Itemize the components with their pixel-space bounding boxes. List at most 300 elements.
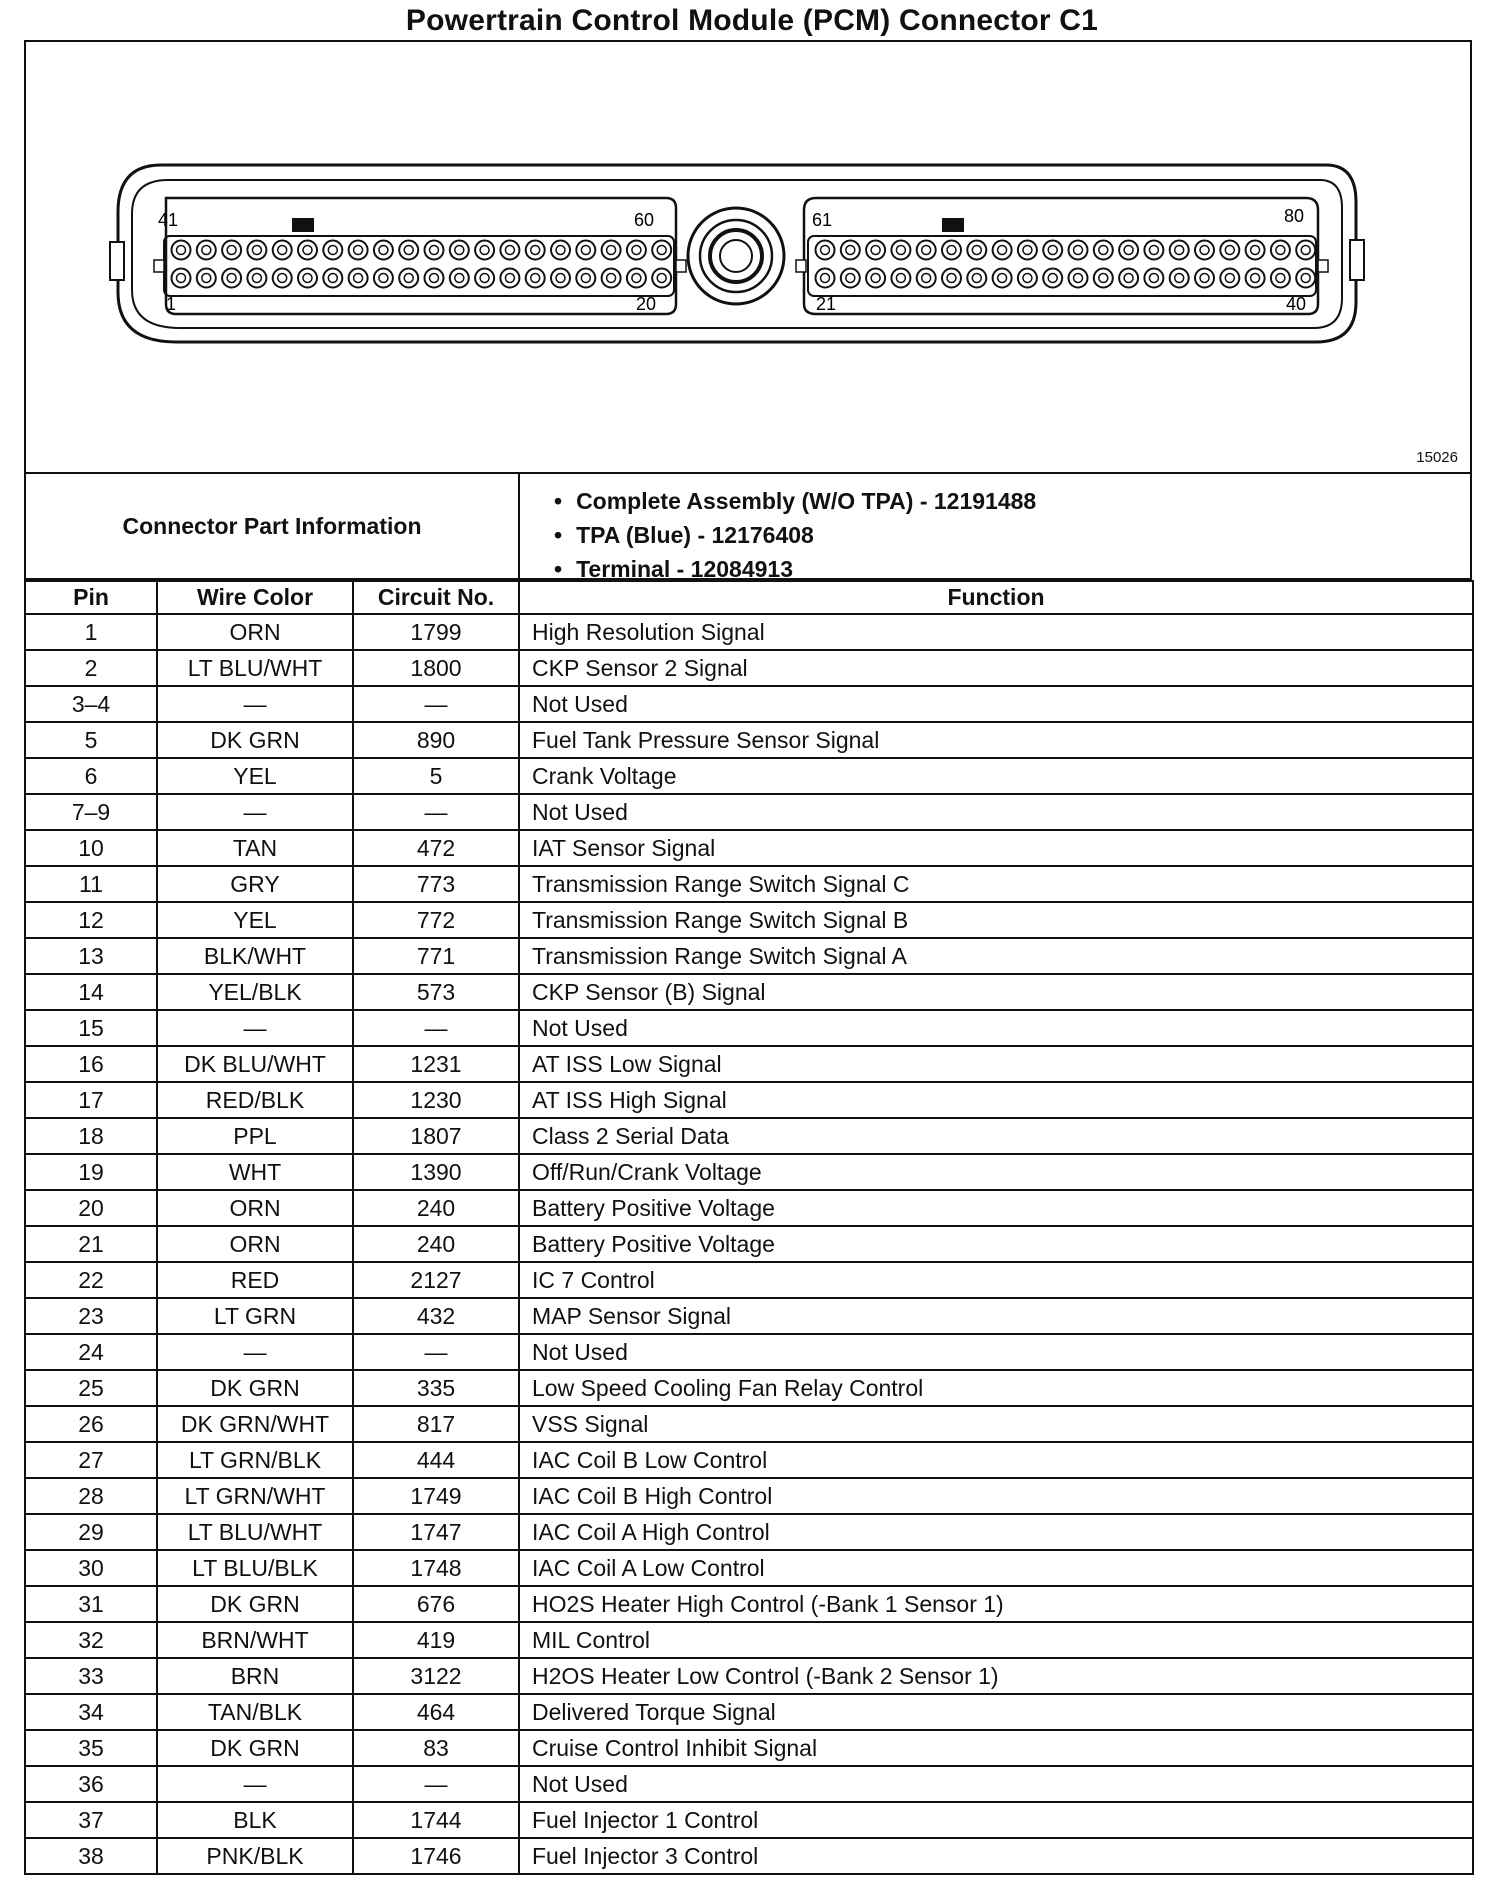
right-pin-terminal: [846, 246, 855, 255]
table-row: [25, 1406, 1473, 1442]
left-pin-cavity: [500, 269, 519, 288]
cell-wire-color: YEL: [157, 758, 353, 794]
left-pin-terminal: [379, 246, 388, 255]
left-pin-terminal: [379, 274, 388, 283]
cell-function: Battery Positive Voltage: [519, 1226, 1473, 1262]
cell-pin: 29: [25, 1514, 157, 1550]
left-pin-terminal: [556, 246, 565, 255]
cell-wire-color: LT BLU/BLK: [157, 1550, 353, 1586]
cell-circuit-no: 5: [353, 758, 519, 794]
left-pin-terminal: [581, 246, 590, 255]
left-pin-cavity: [172, 241, 191, 260]
cell-function: Not Used: [519, 686, 1473, 722]
cell-pin: 18: [25, 1118, 157, 1154]
left-pin-terminal: [404, 274, 413, 283]
left-pin-cavity: [374, 269, 393, 288]
left-pin-terminal: [430, 246, 439, 255]
left-pin-terminal: [278, 246, 287, 255]
table-row: [25, 1154, 1473, 1190]
cell-circuit-no: 419: [353, 1622, 519, 1658]
left-pin-cavity: [247, 269, 266, 288]
right-pin-cavity: [1043, 241, 1062, 260]
cell-pin: 11: [25, 866, 157, 902]
table-row: [25, 1622, 1473, 1658]
right-pin-terminal: [1099, 246, 1108, 255]
cell-circuit-no: 240: [353, 1190, 519, 1226]
left-pin-terminal: [202, 246, 211, 255]
cell-circuit-no: 1390: [353, 1154, 519, 1190]
cell-wire-color: DK GRN: [157, 722, 353, 758]
right-pin-cavity: [917, 269, 936, 288]
cell-pin: 31: [25, 1586, 157, 1622]
table-row: [25, 1442, 1473, 1478]
left-pin-cavity: [526, 241, 545, 260]
right-pin-cavity: [1220, 269, 1239, 288]
cell-wire-color: —: [157, 1010, 353, 1046]
table-row: [25, 1370, 1473, 1406]
cell-function: IAC Coil A High Control: [519, 1514, 1473, 1550]
left-pin-terminal: [556, 274, 565, 283]
cell-function: CKP Sensor 2 Signal: [519, 650, 1473, 686]
right-pin-cavity: [917, 241, 936, 260]
left-pin-terminal: [303, 246, 312, 255]
right-pin-terminal: [972, 246, 981, 255]
cell-circuit-no: 890: [353, 722, 519, 758]
left-pin-terminal: [632, 246, 641, 255]
cell-function: VSS Signal: [519, 1406, 1473, 1442]
right-pin-terminal: [871, 246, 880, 255]
left-pin-terminal: [455, 274, 464, 283]
right-key-tab: [942, 218, 964, 232]
right-pin-terminal: [1200, 274, 1209, 283]
table-row: [25, 1298, 1473, 1334]
right-pin-terminal: [1048, 246, 1057, 255]
cell-circuit-no: 1744: [353, 1802, 519, 1838]
cell-wire-color: BLK/WHT: [157, 938, 353, 974]
right-pin-terminal: [1175, 274, 1184, 283]
left-pin-terminal: [227, 274, 236, 283]
cell-pin: 16: [25, 1046, 157, 1082]
info-item-complete-assembly: • Complete Assembly (W/O TPA) - 12191488: [554, 484, 1036, 518]
cell-pin: 26: [25, 1406, 157, 1442]
cell-circuit-no: 1807: [353, 1118, 519, 1154]
left-pin-cavity: [627, 269, 646, 288]
header-circuit-no: Circuit No.: [353, 581, 519, 614]
cell-function: Crank Voltage: [519, 758, 1473, 794]
left-pin-cavity: [399, 241, 418, 260]
left-pin-cavity: [425, 241, 444, 260]
right-pin-terminal: [1124, 246, 1133, 255]
pin-label-1: 1: [166, 294, 177, 314]
cell-pin: 38: [25, 1838, 157, 1874]
cell-pin: 12: [25, 902, 157, 938]
table-row: [25, 866, 1473, 902]
right-pin-cavity: [1296, 269, 1315, 288]
right-pin-cavity: [1144, 241, 1163, 260]
left-pin-terminal: [607, 274, 616, 283]
table-row: [25, 686, 1473, 722]
cell-wire-color: GRY: [157, 866, 353, 902]
left-pin-cavity: [425, 269, 444, 288]
right-pin-terminal: [998, 274, 1007, 283]
cell-circuit-no: —: [353, 1766, 519, 1802]
right-pin-cavity: [942, 269, 961, 288]
table-row: [25, 1118, 1473, 1154]
cell-pin: 34: [25, 1694, 157, 1730]
table-row: [25, 902, 1473, 938]
right-pin-cavity: [1018, 241, 1037, 260]
center-boss-core: [720, 240, 752, 272]
cell-function: Delivered Torque Signal: [519, 1694, 1473, 1730]
cell-wire-color: DK GRN: [157, 1586, 353, 1622]
right-pin-cavity: [816, 241, 835, 260]
right-pin-terminal: [998, 246, 1007, 255]
left-pin-cavity: [273, 269, 292, 288]
right-pin-terminal: [871, 274, 880, 283]
left-pin-cavity: [323, 269, 342, 288]
right-pin-terminal: [1276, 274, 1285, 283]
left-pin-cavity: [298, 269, 317, 288]
cell-pin: 32: [25, 1622, 157, 1658]
right-pin-cavity: [1069, 241, 1088, 260]
right-pin-cavity: [891, 269, 910, 288]
cell-function: IAC Coil A Low Control: [519, 1550, 1473, 1586]
left-pin-cavity: [298, 241, 317, 260]
cell-pin: 1: [25, 614, 157, 650]
left-pin-terminal: [252, 246, 261, 255]
cell-circuit-no: 335: [353, 1370, 519, 1406]
cell-function: Transmission Range Switch Signal A: [519, 938, 1473, 974]
left-pin-cavity: [475, 241, 494, 260]
left-pin-cavity: [652, 269, 671, 288]
cell-wire-color: —: [157, 1334, 353, 1370]
right-pin-terminal: [821, 246, 830, 255]
right-pin-terminal: [896, 274, 905, 283]
left-pin-cavity: [576, 241, 595, 260]
connector-info-list: [554, 484, 1036, 586]
right-pin-cavity: [1119, 269, 1138, 288]
left-pin-terminal: [252, 274, 261, 283]
right-pin-cavity: [942, 241, 961, 260]
cell-wire-color: WHT: [157, 1154, 353, 1190]
right-small-square-a: [796, 260, 806, 272]
cell-function: MAP Sensor Signal: [519, 1298, 1473, 1334]
cell-circuit-no: 444: [353, 1442, 519, 1478]
left-pin-terminal: [278, 274, 287, 283]
center-boss-outer: [688, 208, 784, 304]
right-pin-cavity: [1170, 269, 1189, 288]
left-pin-terminal: [430, 274, 439, 283]
left-pin-cavity: [450, 241, 469, 260]
table-row: [25, 1226, 1473, 1262]
cell-function: AT ISS High Signal: [519, 1082, 1473, 1118]
cell-pin: 14: [25, 974, 157, 1010]
table-row: [25, 1802, 1473, 1838]
cell-pin: 36: [25, 1766, 157, 1802]
right-small-square-b: [1318, 260, 1328, 272]
header-wire-color: Wire Color: [157, 581, 353, 614]
left-pin-terminal: [505, 274, 514, 283]
center-boss-inner: [710, 230, 762, 282]
table-row: [25, 1694, 1473, 1730]
left-pin-cavity: [323, 241, 342, 260]
cell-circuit-no: 432: [353, 1298, 519, 1334]
left-pin-cavity: [500, 241, 519, 260]
cell-circuit-no: —: [353, 794, 519, 830]
pin-label-80: 80: [1284, 206, 1305, 226]
table-header-row: [25, 581, 1473, 614]
cell-circuit-no: 83: [353, 1730, 519, 1766]
right-pin-cavity: [1119, 241, 1138, 260]
cell-pin: 2: [25, 650, 157, 686]
cell-wire-color: LT GRN/BLK: [157, 1442, 353, 1478]
cell-circuit-no: 1747: [353, 1514, 519, 1550]
left-pin-cavity: [399, 269, 418, 288]
left-pin-terminal: [607, 246, 616, 255]
pin-label-21: 21: [816, 294, 837, 314]
cell-pin: 28: [25, 1478, 157, 1514]
cell-wire-color: BLK: [157, 1802, 353, 1838]
left-pin-terminal: [303, 274, 312, 283]
right-pin-terminal: [1276, 246, 1285, 255]
right-pin-cavity: [1246, 241, 1265, 260]
left-pin-cavity: [374, 241, 393, 260]
cell-function: H2OS Heater Low Control (-Bank 2 Sensor 1): [519, 1658, 1473, 1694]
right-pin-cavity: [967, 241, 986, 260]
left-pin-cavity: [526, 269, 545, 288]
right-pin-terminal: [1200, 246, 1209, 255]
right-pin-terminal: [1251, 246, 1260, 255]
cell-function: Transmission Range Switch Signal B: [519, 902, 1473, 938]
cell-circuit-no: 3122: [353, 1658, 519, 1694]
cell-pin: 19: [25, 1154, 157, 1190]
right-pin-cavity: [993, 241, 1012, 260]
cell-pin: 10: [25, 830, 157, 866]
pin-label-60: 60: [634, 210, 655, 230]
connector-diagram: [24, 40, 1472, 474]
cell-circuit-no: 1800: [353, 650, 519, 686]
right-pin-terminal: [922, 274, 931, 283]
cell-wire-color: ORN: [157, 1226, 353, 1262]
table-row: [25, 758, 1473, 794]
pin-label-40: 40: [1286, 294, 1307, 314]
right-pin-terminal: [1099, 274, 1108, 283]
right-pin-cavity: [866, 269, 885, 288]
left-pin-terminal: [177, 246, 186, 255]
table-row: [25, 1262, 1473, 1298]
header-pin: Pin: [25, 581, 157, 614]
cell-wire-color: —: [157, 1766, 353, 1802]
cell-wire-color: RED/BLK: [157, 1082, 353, 1118]
left-pin-terminal: [328, 274, 337, 283]
figure-id: 15026: [1416, 449, 1458, 466]
right-pin-cavity: [1043, 269, 1062, 288]
connector-housing-inner: [132, 180, 1342, 328]
cell-wire-color: PNK/BLK: [157, 1838, 353, 1874]
table-row: [25, 1334, 1473, 1370]
cell-function: IC 7 Control: [519, 1262, 1473, 1298]
cell-function: Not Used: [519, 1010, 1473, 1046]
cell-pin: 15: [25, 1010, 157, 1046]
table-row: [25, 1514, 1473, 1550]
cell-function: Not Used: [519, 1766, 1473, 1802]
right-pin-terminal: [1124, 274, 1133, 283]
left-pin-cavity: [222, 269, 241, 288]
left-pin-cavity: [349, 269, 368, 288]
pin-label-20: 20: [636, 294, 657, 314]
right-pin-terminal: [1225, 246, 1234, 255]
pin-table: [24, 580, 1474, 1875]
right-pin-cavity: [1220, 241, 1239, 260]
left-pin-cavity: [349, 241, 368, 260]
table-row: [25, 1082, 1473, 1118]
left-pin-terminal: [404, 246, 413, 255]
left-pin-terminal: [354, 274, 363, 283]
page-title: Powertrain Control Module (PCM) Connector C1: [405, 4, 1099, 37]
cell-pin: 20: [25, 1190, 157, 1226]
right-pin-cavity: [993, 269, 1012, 288]
cell-circuit-no: 240: [353, 1226, 519, 1262]
cell-function: IAC Coil B High Control: [519, 1478, 1473, 1514]
left-pin-cavity: [273, 241, 292, 260]
cell-circuit-no: 676: [353, 1586, 519, 1622]
left-pin-terminal: [354, 246, 363, 255]
cell-wire-color: RED: [157, 1262, 353, 1298]
connector-part-info: [24, 474, 1472, 580]
left-pin-terminal: [480, 246, 489, 255]
cell-function: MIL Control: [519, 1622, 1473, 1658]
right-pin-cavity: [1144, 269, 1163, 288]
cell-wire-color: YEL/BLK: [157, 974, 353, 1010]
left-pin-terminal: [202, 274, 211, 283]
table-row: [25, 974, 1473, 1010]
cell-circuit-no: 772: [353, 902, 519, 938]
cell-pin: 33: [25, 1658, 157, 1694]
left-pin-terminal: [581, 274, 590, 283]
table-row: [25, 614, 1473, 650]
left-small-square-b: [676, 260, 686, 272]
cell-wire-color: ORN: [157, 614, 353, 650]
cell-pin: 6: [25, 758, 157, 794]
left-pin-terminal: [455, 246, 464, 255]
cell-function: Transmission Range Switch Signal C: [519, 866, 1473, 902]
cell-function: Cruise Control Inhibit Signal: [519, 1730, 1473, 1766]
right-pin-terminal: [1225, 274, 1234, 283]
table-row: [25, 794, 1473, 830]
cell-pin: 13: [25, 938, 157, 974]
cell-circuit-no: 773: [353, 866, 519, 902]
table-row: [25, 1190, 1473, 1226]
cell-wire-color: ORN: [157, 1190, 353, 1226]
pin-label-61: 61: [812, 210, 833, 230]
cell-circuit-no: 1746: [353, 1838, 519, 1874]
cell-wire-color: BRN: [157, 1658, 353, 1694]
right-pin-terminal: [1048, 274, 1057, 283]
cell-pin: 24: [25, 1334, 157, 1370]
left-pin-terminal: [227, 246, 236, 255]
right-pin-cavity: [1271, 269, 1290, 288]
right-pin-cavity: [841, 269, 860, 288]
table-row: [25, 938, 1473, 974]
right-pin-cavity: [1271, 241, 1290, 260]
cell-pin: 27: [25, 1442, 157, 1478]
cell-circuit-no: 1230: [353, 1082, 519, 1118]
right-pin-terminal: [947, 274, 956, 283]
connector-drawing: [26, 42, 1470, 472]
cell-function: Fuel Injector 3 Control: [519, 1838, 1473, 1874]
cell-function: HO2S Heater High Control (-Bank 1 Sensor 1): [519, 1586, 1473, 1622]
cell-circuit-no: 2127: [353, 1262, 519, 1298]
left-pin-cavity: [551, 241, 570, 260]
right-pin-cavity: [866, 241, 885, 260]
cell-circuit-no: 1231: [353, 1046, 519, 1082]
cell-wire-color: PPL: [157, 1118, 353, 1154]
right-pin-terminal: [922, 246, 931, 255]
cell-wire-color: LT GRN: [157, 1298, 353, 1334]
right-pin-terminal: [1175, 246, 1184, 255]
cell-circuit-no: 817: [353, 1406, 519, 1442]
left-pin-cavity: [172, 269, 191, 288]
cell-function: IAC Coil B Low Control: [519, 1442, 1473, 1478]
cell-circuit-no: 472: [353, 830, 519, 866]
cell-wire-color: LT BLU/WHT: [157, 1514, 353, 1550]
left-pin-cavity: [197, 269, 216, 288]
table-row: [25, 1766, 1473, 1802]
cell-wire-color: LT GRN/WHT: [157, 1478, 353, 1514]
left-pin-cavity: [197, 241, 216, 260]
left-pin-cavity: [576, 269, 595, 288]
cell-circuit-no: 464: [353, 1694, 519, 1730]
cell-function: High Resolution Signal: [519, 614, 1473, 650]
info-item-terminal: • Terminal - 12084913: [554, 552, 1036, 586]
table-row: [25, 1550, 1473, 1586]
cell-pin: 3–4: [25, 686, 157, 722]
cell-function: Fuel Injector 1 Control: [519, 1802, 1473, 1838]
right-pin-terminal: [896, 246, 905, 255]
cell-circuit-no: —: [353, 1010, 519, 1046]
table-row: [25, 1838, 1473, 1874]
right-pin-terminal: [1301, 246, 1310, 255]
table-row: [25, 722, 1473, 758]
cell-function: Class 2 Serial Data: [519, 1118, 1473, 1154]
table-row: [25, 1658, 1473, 1694]
table-row: [25, 1478, 1473, 1514]
right-pin-cavity: [1296, 241, 1315, 260]
info-item-tpa: • TPA (Blue) - 12176408: [554, 518, 1036, 552]
left-pin-cavity: [602, 241, 621, 260]
right-pin-cavity: [1069, 269, 1088, 288]
table-row: [25, 1046, 1473, 1082]
right-pin-terminal: [947, 246, 956, 255]
right-pin-terminal: [1251, 274, 1260, 283]
right-pin-cavity: [1195, 241, 1214, 260]
pin-table-body: [25, 614, 1473, 1874]
cell-pin: 37: [25, 1802, 157, 1838]
right-latch: [1350, 240, 1364, 280]
right-pin-cavity: [891, 241, 910, 260]
cell-pin: 21: [25, 1226, 157, 1262]
pin-label-41: 41: [158, 210, 179, 230]
left-pin-cavity: [602, 269, 621, 288]
right-pin-cavity: [967, 269, 986, 288]
right-pin-cavity: [1246, 269, 1265, 288]
left-pin-terminal: [632, 274, 641, 283]
right-pin-terminal: [1023, 246, 1032, 255]
table-row: [25, 1586, 1473, 1622]
cell-circuit-no: 573: [353, 974, 519, 1010]
left-pin-terminal: [531, 274, 540, 283]
right-pin-cavity: [1094, 241, 1113, 260]
